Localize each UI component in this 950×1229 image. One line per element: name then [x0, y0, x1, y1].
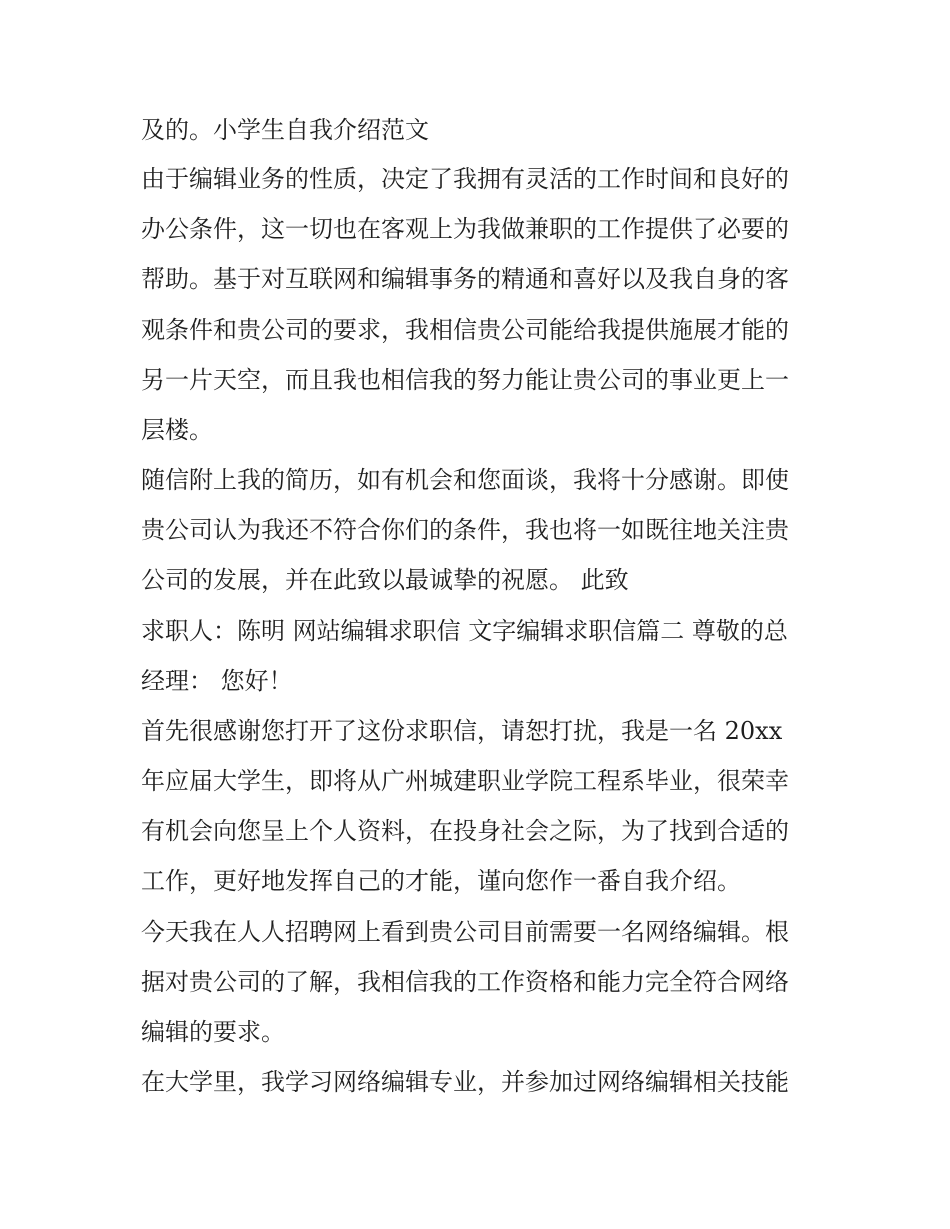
text-line: 公司的发展，并在此致以最诚挚的祝愿。 此致	[141, 566, 629, 594]
text-line: 有机会向您呈上个人资料，在投身社会之际，为了找到合适的	[141, 817, 789, 845]
text-line: 及的。小学生自我介绍范文	[141, 116, 429, 144]
text-line: 首先很感谢您打开了这份求职信，请恕打扰，我是一名 20xx	[141, 717, 783, 745]
text-line: 观条件和贵公司的要求，我相信贵公司能给我提供施展才能的	[141, 316, 789, 344]
text-line: 办公条件，这一切也在客观上为我做兼职的工作提供了必要的	[141, 215, 789, 243]
text-line: 贵公司认为我还不符合你们的条件，我也将一如既往地关注贵	[141, 516, 789, 544]
text-line: 编辑的要求。	[141, 1018, 285, 1046]
text-line: 据对贵公司的了解，我相信我的工作资格和能力完全符合网络	[141, 968, 789, 996]
text-line: 另一片天空，而且我也相信我的努力能让贵公司的事业更上一	[141, 366, 789, 394]
text-line: 年应届大学生，即将从广州城建职业学院工程系毕业，很荣幸	[141, 767, 789, 795]
text-line: 经理： 您好！	[141, 667, 293, 695]
text-line: 工作，更好地发挥自己的才能，谨向您作一番自我介绍。	[141, 867, 741, 895]
text-line: 帮助。基于对互联网和编辑事务的精通和喜好以及我自身的客	[141, 265, 789, 293]
text-line: 在大学里，我学习网络编辑专业，并参加过网络编辑相关技能	[141, 1068, 789, 1096]
text-line: 随信附上我的简历，如有机会和您面谈，我将十分感谢。即使	[141, 466, 789, 494]
text-line: 求职人：陈明 网站编辑求职信 文字编辑求职信篇二 尊敬的总	[141, 617, 788, 645]
text-line: 由于编辑业务的性质，决定了我拥有灵活的工作时间和良好的	[141, 165, 789, 193]
text-line: 今天我在人人招聘网上看到贵公司目前需要一名网络编辑。根	[141, 918, 789, 946]
text-line: 层楼。	[141, 416, 213, 444]
